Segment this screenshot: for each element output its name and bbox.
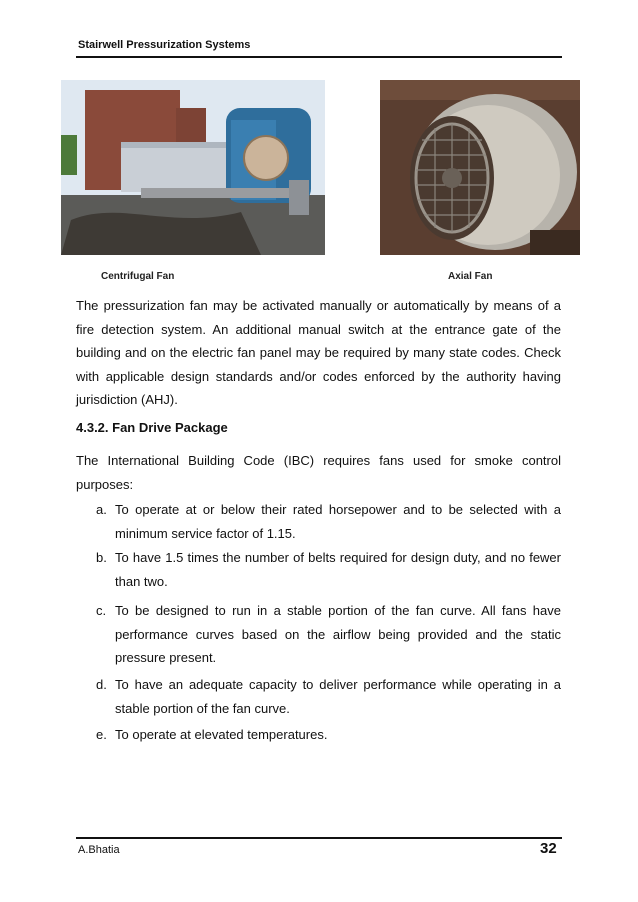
centrifugal-fan-photo <box>61 80 325 255</box>
body-paragraph-ibc: The International Building Code (IBC) requires fans used for smoke control purposes: <box>76 453 561 492</box>
section-heading: 4.3.2. Fan Drive Package <box>76 420 228 435</box>
body-paragraph-activation: The pressurization fan may be activated manually or automatically by means of a fire detection system. An additional manual switch at the entrance gate of the building and on the electric fan panel may be required by many state codes. Check with applicable design standards and/or codes enforced by the authority having jurisdiction (AHJ). <box>76 298 561 407</box>
list-marker: e. <box>96 727 107 742</box>
axial-fan-photo <box>380 80 580 255</box>
list-item-text: To have an adequate capacity to deliver performance while operating in a stable portion of the fan curve. <box>115 677 561 716</box>
footer-divider <box>76 837 562 839</box>
footer-author: A.Bhatia <box>78 844 120 856</box>
list-item-text: To operate at elevated temperatures. <box>115 727 328 742</box>
list-item-text: To operate at or below their rated horsepower and to be selected with a minimum service factor of 1.15. <box>115 502 561 541</box>
list-marker: d. <box>96 677 107 692</box>
header-divider <box>76 56 562 58</box>
list-marker: b. <box>96 550 107 565</box>
page-number: 32 <box>540 840 557 857</box>
list-item-text: To have 1.5 times the number of belts required for design duty, and no fewer than two. <box>115 550 561 589</box>
list-marker: a. <box>96 502 107 517</box>
list-marker: c. <box>96 603 107 618</box>
list-item-text: To be designed to run in a stable portion of the fan curve. All fans have performance curves based on the airflow being provided and the static pressure present. <box>115 603 561 665</box>
axial-fan-caption: Axial Fan <box>448 271 493 282</box>
page-header-title: Stairwell Pressurization Systems <box>78 39 251 51</box>
centrifugal-fan-caption: Centrifugal Fan <box>101 271 175 282</box>
